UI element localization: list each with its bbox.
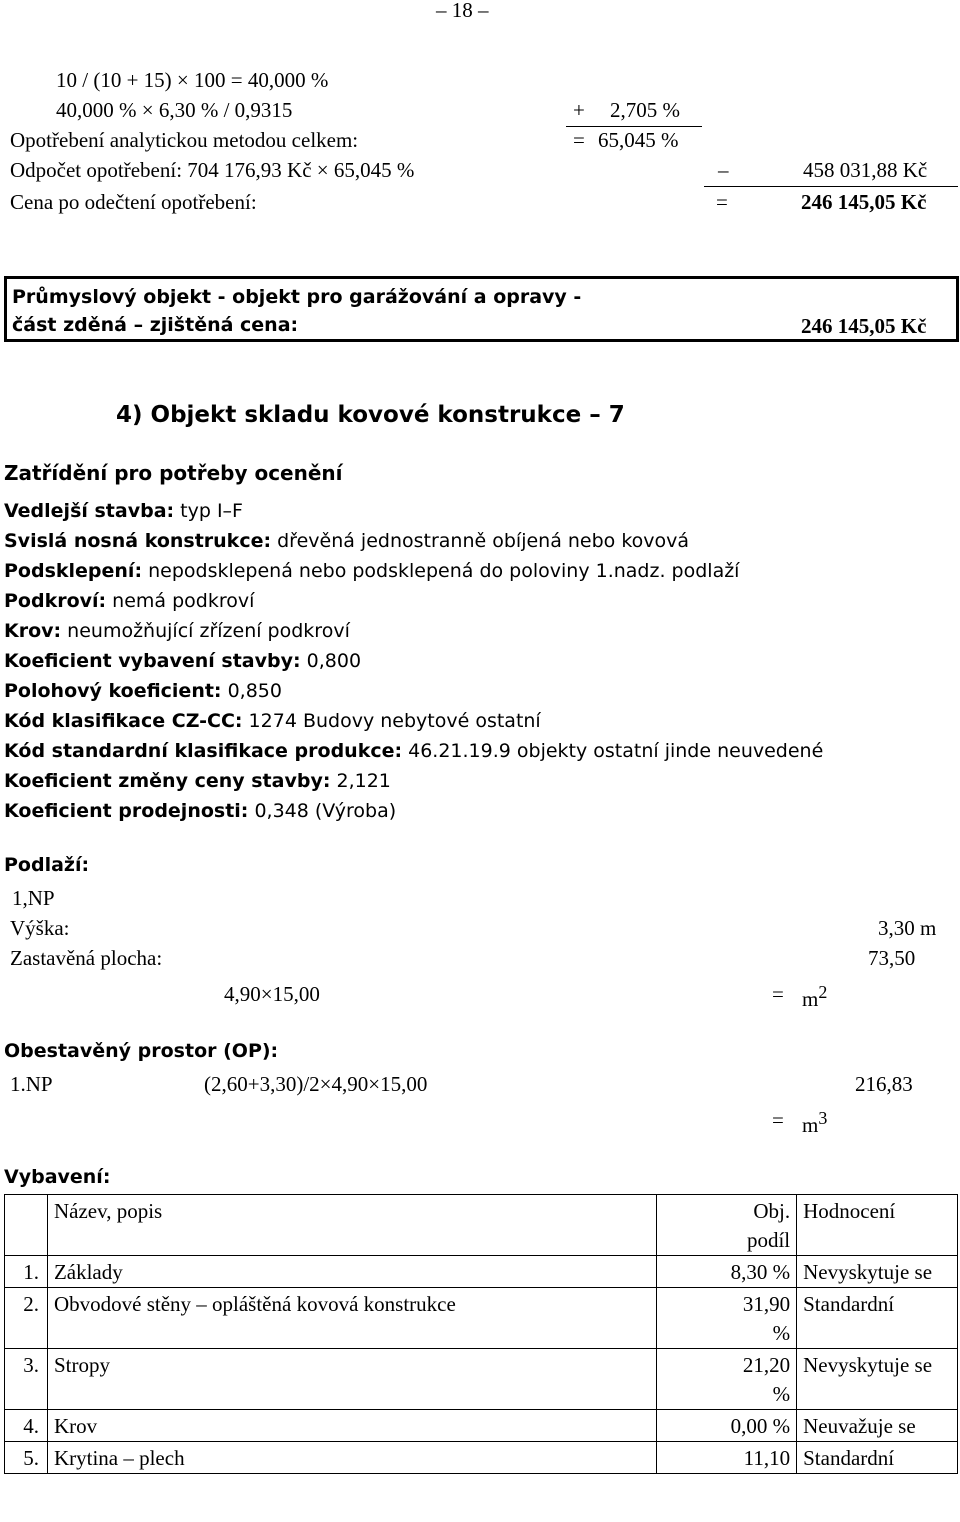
built-space-eq: = — [772, 1108, 784, 1132]
property-roof-truss: Krov: neumožňující zřízení podkroví — [4, 620, 350, 642]
floors-heading: Podlaží: — [4, 854, 90, 876]
calc-line-5-text: Cena po odečtení opotřebení: — [10, 190, 257, 214]
property-cz-cc-code: Kód klasifikace CZ-CC: 1274 Budovy nebytové ostatní — [4, 710, 541, 732]
table-row: 4. Krov 0,00 % Neuvažuje se — [5, 1410, 958, 1442]
calc-line-5-value: 246 145,05 Kč — [801, 190, 927, 214]
calc-line-3-text: Opotřebení analytickou metodou celkem: — [10, 128, 359, 152]
calc-line-5-op: = — [716, 190, 728, 214]
calc-line-2-op: + — [573, 98, 585, 122]
built-space-formula: (2,60+3,30)/2×4,90×15,00 — [204, 1072, 428, 1096]
built-area-unit: $m^2$ — [802, 982, 828, 1011]
calc-underline-1 — [566, 126, 702, 127]
summary-value: 246 145,05 Kč — [801, 314, 927, 338]
header-rating: Hodnocení — [797, 1195, 958, 1256]
built-area-label: Zastavěná plocha: — [10, 946, 163, 970]
property-saleability-coefficient: Koeficient prodejnosti: 0,348 (Výroba) — [4, 800, 397, 822]
page-number-row: – 18 – — [436, 0, 489, 22]
header-name: Název, popis — [47, 1195, 656, 1256]
header-share: Obj. podíl — [657, 1195, 797, 1256]
calc-line-4-text: Odpočet opotřebení: 704 176,93 Kč × 65,045 % — [10, 158, 415, 182]
property-attic: Podkroví: nemá podkroví — [4, 590, 255, 612]
built-space-heading: Obestavěný prostor (OP): — [4, 1040, 279, 1062]
table-row: 2. Obvodové stěny – opláštěná kovová konstrukce 31,90 % Standardní — [5, 1288, 958, 1349]
floor-name: 1,NP — [12, 886, 55, 910]
equipment-heading: Vybavení: — [4, 1166, 111, 1188]
calc-line-4-value: 458 031,88 Kč — [803, 158, 928, 182]
page-number: 18 — [451, 0, 473, 22]
property-vertical-structure: Svislá nosná konstrukce: dřevěná jednostranně obíjená nebo kovová — [4, 530, 690, 552]
calc-line-1: 10 / (10 + 15) × 100 = 40,000 % — [56, 68, 329, 92]
calc-line-2-text: 40,000 % × 6,30 % / 0,9315 — [56, 98, 293, 122]
calc-line-2-value: 2,705 % — [610, 98, 680, 122]
built-area-formula: 4,90×15,00 — [224, 982, 320, 1006]
property-price-change-coefficient: Koeficient změny ceny stavby: 2,121 — [4, 770, 391, 792]
property-equipment-coefficient: Koeficient vybavení stavby: 0,800 — [4, 650, 362, 672]
height-value: 3,30 m — [878, 916, 937, 940]
section-subheading: Zatřídění pro potřeby ocenění — [4, 461, 343, 485]
property-production-code: Kód standardní klasifikace produkce: 46.21.19.9 objekty ostatní jinde neuvedené — [4, 740, 824, 762]
section-heading: 4) Objekt skladu kovové konstrukce – 7 — [116, 402, 625, 428]
calc-underline-2 — [704, 186, 958, 187]
table-row: 5. Krytina – plech 11,10 Standardní — [5, 1442, 958, 1474]
table-header-row — [5, 1195, 958, 1256]
built-space-floor: 1.NP — [10, 1072, 53, 1096]
built-area-eq: = — [772, 982, 784, 1006]
summary-label-line-1: Průmyslový objekt - objekt pro garážování a opravy - — [12, 286, 582, 308]
height-label: Výška: — [10, 916, 70, 940]
table-row: 3. Stropy 21,20 % Nevyskytuje se — [5, 1349, 958, 1410]
equipment-table — [4, 1194, 958, 1474]
calc-line-3-op: = — [573, 128, 585, 152]
built-space-unit: $m^3$ — [802, 1108, 828, 1137]
calc-line-4-op: – — [718, 158, 729, 182]
property-basement: Podsklepení: nepodsklepená nebo podsklepená do poloviny 1.nadz. podlaží — [4, 560, 740, 582]
built-area-value: 73,50 — [868, 946, 916, 970]
property-location-coefficient: Polohový koeficient: 0,850 — [4, 680, 282, 702]
summary-label-line-2: část zděná – zjištěná cena: — [12, 314, 299, 336]
built-space-value: 216,83 — [855, 1072, 913, 1096]
property-building-type: Vedlejší stavba: typ I–F — [4, 500, 243, 522]
calc-line-3-value: 65,045 % — [598, 128, 679, 152]
table-row: 1. Základy 8,30 % Nevyskytuje se — [5, 1256, 958, 1288]
